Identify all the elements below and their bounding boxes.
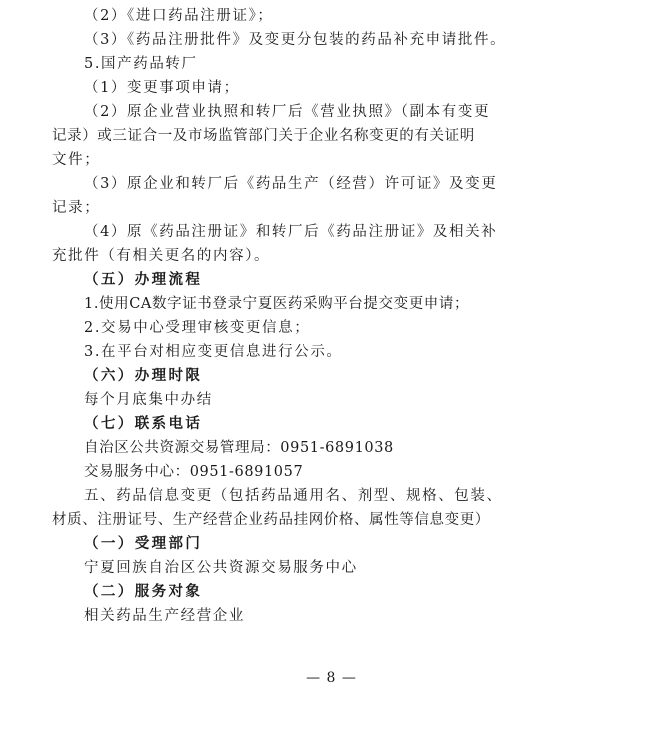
- heading-process: （五）办理流程: [84, 272, 203, 288]
- process-step-2: 2.交易中心受理审核变更信息；: [84, 320, 311, 336]
- paragraph-line: 记录；: [52, 200, 101, 216]
- heading-time-limit: （六）办理时限: [84, 368, 203, 384]
- service-target-text: 相关药品生产经营企业: [84, 608, 245, 624]
- section-domestic-drug-transfer: 5.国产药品转厂: [84, 56, 198, 72]
- process-step-1: 1.使用CA数字证书登录宁夏医药采购平台提交变更申请；: [84, 296, 470, 312]
- list-item-change-application: （1）变更事项申请；: [84, 80, 240, 96]
- list-item-production-license: （3）原企业和转厂后《药品生产（经营）许可证》及变更: [84, 176, 498, 192]
- heading-accepting-department: （一）受理部门: [84, 536, 203, 552]
- list-item-registration-certificates: （4）原《药品注册证》和转厂后《药品注册证》及相关补: [84, 224, 498, 240]
- list-item-import-drug-certificate: （2）《进口药品注册证》；: [84, 8, 274, 24]
- page-number: — 8 —: [306, 670, 357, 686]
- heading-service-target: （二）服务对象: [84, 584, 203, 600]
- accepting-department-text: 宁夏回族自治区公共资源交易服务中心: [84, 560, 358, 576]
- paragraph-line: 材质、注册证号、生产经营企业药品挂网价格、属性等信息变更）: [52, 512, 490, 528]
- list-item-drug-registration-approval: （3）《药品注册批件》及变更分包装的药品补充申请批件。: [84, 32, 507, 48]
- contact-bureau-phone: 自治区公共资源交易管理局：0951-6891038: [84, 440, 394, 456]
- section-drug-info-change: 五、药品信息变更（包括药品通用名、剂型、规格、包装、: [84, 488, 503, 504]
- contact-center-phone: 交易服务中心：0951-6891057: [84, 464, 304, 480]
- list-item-business-license: （2）原企业营业执照和转厂后《营业执照》（副本有变更: [84, 104, 491, 120]
- paragraph-line: 记录）或三证合一及市场监管部门关于企业名称变更的有关证明: [52, 128, 475, 144]
- paragraph-line: 文件；: [52, 152, 101, 168]
- heading-contact-phone: （七）联系电话: [84, 416, 203, 432]
- process-step-3: 3.在平台对相应变更信息进行公示。: [84, 344, 343, 360]
- time-limit-text: 每个月底集中办结: [84, 392, 213, 408]
- paragraph-line: 充批件（有相关更名的内容）。: [52, 248, 271, 264]
